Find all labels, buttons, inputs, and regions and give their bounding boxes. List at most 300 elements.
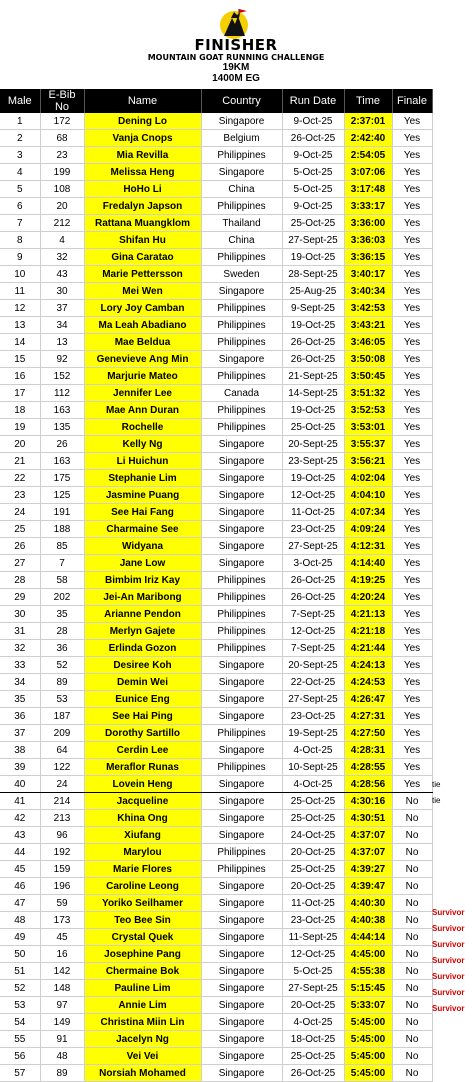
cell-bib: 112 (40, 385, 84, 402)
cell-time: 3:53:01 (344, 419, 392, 436)
column-header-run-date: Run Date (282, 89, 344, 113)
cell-name: Marylou (84, 844, 201, 861)
cell-time: 4:21:13 (344, 606, 392, 623)
cell-time: 5:15:45 (344, 980, 392, 997)
cell-name: Shifan Hu (84, 232, 201, 249)
cell-country: Singapore (201, 436, 282, 453)
row-note: Survivor (432, 908, 465, 917)
cell-country: Philippines (201, 725, 282, 742)
cell-bib: 35 (40, 606, 84, 623)
cell-name: Melissa Heng (84, 164, 201, 181)
cell-name: Marie Pettersson (84, 266, 201, 283)
cell-bib: 152 (40, 368, 84, 385)
cell-run-date: 12-Oct-25 (282, 623, 344, 640)
cell-name: Mae Ann Duran (84, 402, 201, 419)
table-row (0, 674, 432, 691)
table-row (0, 589, 432, 606)
cell-name: Annie Lim (84, 997, 201, 1014)
cell-rank: 40 (0, 776, 40, 793)
table-row (0, 215, 432, 232)
table-row (0, 572, 432, 589)
cell-name: Lovein Heng (84, 776, 201, 793)
cell-finale: Yes (392, 368, 432, 385)
table-header-row (0, 89, 432, 113)
cell-name: Eunice Eng (84, 691, 201, 708)
cell-run-date: 19-Oct-25 (282, 402, 344, 419)
cell-country: Philippines (201, 861, 282, 878)
cell-name: Jennifer Lee (84, 385, 201, 402)
cell-name: Teo Bee Sin (84, 912, 201, 929)
cell-bib: 213 (40, 810, 84, 827)
table-row (0, 657, 432, 674)
cell-finale: Yes (392, 555, 432, 572)
cell-finale: No (392, 793, 432, 810)
cell-bib: 135 (40, 419, 84, 436)
cell-country: Canada (201, 385, 282, 402)
cell-rank: 41 (0, 793, 40, 810)
table-row (0, 198, 432, 215)
table-row (0, 538, 432, 555)
cell-bib: 45 (40, 929, 84, 946)
cell-rank: 18 (0, 402, 40, 419)
cell-bib: 108 (40, 181, 84, 198)
cell-bib: 20 (40, 198, 84, 215)
cell-name: Ma Leah Abadiano (84, 317, 201, 334)
cell-rank: 13 (0, 317, 40, 334)
cell-run-date: 26-Oct-25 (282, 334, 344, 351)
cell-time: 3:07:06 (344, 164, 392, 181)
cell-bib: 24 (40, 776, 84, 793)
cell-finale: Yes (392, 742, 432, 759)
cell-rank: 17 (0, 385, 40, 402)
cell-run-date: 3-Oct-25 (282, 555, 344, 572)
cell-run-date: 9-Sept-25 (282, 300, 344, 317)
cell-bib: 202 (40, 589, 84, 606)
cell-rank: 5 (0, 181, 40, 198)
cell-finale: Yes (392, 334, 432, 351)
cell-country: Singapore (201, 878, 282, 895)
cell-name: Mia Revilla (84, 147, 201, 164)
cell-finale: Yes (392, 164, 432, 181)
cell-time: 4:14:40 (344, 555, 392, 572)
cell-run-date: 23-Oct-25 (282, 912, 344, 929)
cell-run-date: 27-Sept-25 (282, 538, 344, 555)
cell-finale: Yes (392, 453, 432, 470)
table-row (0, 368, 432, 385)
cell-name: Pauline Lim (84, 980, 201, 997)
cell-time: 4:30:51 (344, 810, 392, 827)
cell-bib: 159 (40, 861, 84, 878)
cell-time: 2:37:01 (344, 113, 392, 130)
cell-name: Marie Flores (84, 861, 201, 878)
cell-country: Singapore (201, 793, 282, 810)
cell-rank: 49 (0, 929, 40, 946)
cell-country: Philippines (201, 317, 282, 334)
cell-rank: 47 (0, 895, 40, 912)
cell-run-date: 26-Oct-25 (282, 572, 344, 589)
cell-rank: 51 (0, 963, 40, 980)
cell-time: 4:39:47 (344, 878, 392, 895)
cell-name: Chermaine Bok (84, 963, 201, 980)
cell-name: HoHo Li (84, 181, 201, 198)
cell-bib: 43 (40, 266, 84, 283)
table-row (0, 895, 432, 912)
table-row (0, 1065, 432, 1082)
table-row (0, 453, 432, 470)
cell-time: 5:33:07 (344, 997, 392, 1014)
cell-name: Widyana (84, 538, 201, 555)
cell-name: Gina Caratao (84, 249, 201, 266)
cell-bib: 30 (40, 283, 84, 300)
cell-time: 4:27:50 (344, 725, 392, 742)
cell-run-date: 11-Sept-25 (282, 929, 344, 946)
cell-country: Singapore (201, 1031, 282, 1048)
cell-finale: Yes (392, 266, 432, 283)
cell-name: Jane Low (84, 555, 201, 572)
cell-name: Rattana Muangklom (84, 215, 201, 232)
table-row (0, 963, 432, 980)
cell-bib: 196 (40, 878, 84, 895)
cell-bib: 192 (40, 844, 84, 861)
page-header (0, 0, 472, 88)
cell-run-date: 20-Sept-25 (282, 436, 344, 453)
cell-country: Singapore (201, 776, 282, 793)
cell-rank: 32 (0, 640, 40, 657)
cell-finale: Yes (392, 657, 432, 674)
cell-bib: 187 (40, 708, 84, 725)
cell-time: 4:20:24 (344, 589, 392, 606)
cell-country: Singapore (201, 164, 282, 181)
cell-bib: 172 (40, 113, 84, 130)
cell-rank: 50 (0, 946, 40, 963)
row-note: Survivor (432, 972, 465, 981)
cell-finale: Yes (392, 385, 432, 402)
cell-run-date: 10-Sept-25 (282, 759, 344, 776)
cell-time: 3:51:32 (344, 385, 392, 402)
cell-rank: 10 (0, 266, 40, 283)
column-header-country: Country (201, 89, 282, 113)
cell-run-date: 21-Sept-25 (282, 368, 344, 385)
cell-country: Philippines (201, 300, 282, 317)
cell-rank: 4 (0, 164, 40, 181)
cell-run-date: 19-Oct-25 (282, 249, 344, 266)
cell-rank: 45 (0, 861, 40, 878)
cell-time: 4:39:27 (344, 861, 392, 878)
cell-rank: 53 (0, 997, 40, 1014)
table-row (0, 521, 432, 538)
cell-bib: 125 (40, 487, 84, 504)
table-row (0, 130, 432, 147)
table-row (0, 691, 432, 708)
cell-run-date: 26-Oct-25 (282, 1065, 344, 1082)
cell-time: 3:33:17 (344, 198, 392, 215)
cell-name: Jei-An Maribong (84, 589, 201, 606)
cell-bib: 191 (40, 504, 84, 521)
cell-rank: 33 (0, 657, 40, 674)
cell-time: 4:28:31 (344, 742, 392, 759)
cell-run-date: 28-Sept-25 (282, 266, 344, 283)
cell-time: 4:21:44 (344, 640, 392, 657)
results-body (0, 113, 432, 1082)
table-row (0, 606, 432, 623)
cell-country: Philippines (201, 147, 282, 164)
cell-run-date: 20-Oct-25 (282, 844, 344, 861)
cell-name: Kelly Ng (84, 436, 201, 453)
cell-name: Fredalyn Japson (84, 198, 201, 215)
cell-country: Singapore (201, 521, 282, 538)
cell-country: Singapore (201, 487, 282, 504)
cell-time: 4:19:25 (344, 572, 392, 589)
cell-run-date: 12-Oct-25 (282, 487, 344, 504)
cell-rank: 16 (0, 368, 40, 385)
cell-finale: Yes (392, 504, 432, 521)
cell-bib: 92 (40, 351, 84, 368)
cell-country: Singapore (201, 470, 282, 487)
cell-finale: No (392, 878, 432, 895)
cell-rank: 3 (0, 147, 40, 164)
table-row (0, 776, 432, 793)
cell-rank: 38 (0, 742, 40, 759)
cell-name: Jasmine Puang (84, 487, 201, 504)
cell-name: Lory Joy Camban (84, 300, 201, 317)
row-note: tie (432, 780, 441, 789)
table-row (0, 555, 432, 572)
cell-country: Singapore (201, 946, 282, 963)
cell-country: Singapore (201, 691, 282, 708)
cell-country: Philippines (201, 589, 282, 606)
cell-run-date: 23-Oct-25 (282, 521, 344, 538)
table-row (0, 266, 432, 283)
cell-time: 4:26:47 (344, 691, 392, 708)
cell-run-date: 25-Aug-25 (282, 283, 344, 300)
cell-country: Philippines (201, 368, 282, 385)
cell-country: Philippines (201, 640, 282, 657)
cell-country: Philippines (201, 402, 282, 419)
table-row (0, 980, 432, 997)
row-note: Survivor (432, 940, 465, 949)
distance-label: 19KM (222, 62, 250, 73)
cell-bib: 52 (40, 657, 84, 674)
cell-country: Singapore (201, 742, 282, 759)
cell-run-date: 11-Oct-25 (282, 504, 344, 521)
cell-country: Singapore (201, 708, 282, 725)
cell-name: Charmaine See (84, 521, 201, 538)
elevation-label: 1400M EG (212, 73, 260, 84)
cell-name: Erlinda Gozon (84, 640, 201, 657)
cell-rank: 21 (0, 453, 40, 470)
results-table (0, 89, 433, 1082)
cell-bib: 7 (40, 555, 84, 572)
table-row (0, 1014, 432, 1031)
cell-time: 4:04:10 (344, 487, 392, 504)
cell-name: Mei Wen (84, 283, 201, 300)
table-row (0, 147, 432, 164)
cell-rank: 48 (0, 912, 40, 929)
cell-finale: Yes (392, 759, 432, 776)
cell-finale: Yes (392, 606, 432, 623)
cell-time: 4:40:38 (344, 912, 392, 929)
cell-run-date: 24-Oct-25 (282, 827, 344, 844)
cell-rank: 9 (0, 249, 40, 266)
table-row (0, 997, 432, 1014)
cell-rank: 20 (0, 436, 40, 453)
table-row (0, 164, 432, 181)
cell-finale: No (392, 1048, 432, 1065)
cell-time: 3:46:05 (344, 334, 392, 351)
table-row (0, 912, 432, 929)
cell-time: 3:55:37 (344, 436, 392, 453)
cell-finale: No (392, 861, 432, 878)
cell-time: 2:54:05 (344, 147, 392, 164)
cell-bib: 28 (40, 623, 84, 640)
cell-finale: No (392, 946, 432, 963)
cell-finale: Yes (392, 351, 432, 368)
table-row (0, 810, 432, 827)
cell-bib: 89 (40, 1065, 84, 1082)
cell-time: 3:17:48 (344, 181, 392, 198)
table-row (0, 283, 432, 300)
cell-name: Jacelyn Ng (84, 1031, 201, 1048)
cell-rank: 6 (0, 198, 40, 215)
row-note: Survivor (432, 1004, 465, 1013)
cell-run-date: 20-Oct-25 (282, 878, 344, 895)
cell-run-date: 25-Oct-25 (282, 793, 344, 810)
cell-run-date: 9-Oct-25 (282, 113, 344, 130)
table-row (0, 946, 432, 963)
cell-bib: 13 (40, 334, 84, 351)
cell-bib: 199 (40, 164, 84, 181)
cell-run-date: 20-Oct-25 (282, 997, 344, 1014)
cell-name: Jacqueline (84, 793, 201, 810)
table-row (0, 300, 432, 317)
cell-name: Khina Ong (84, 810, 201, 827)
column-header-time: Time (344, 89, 392, 113)
cell-name: Arianne Pendon (84, 606, 201, 623)
cell-finale: Yes (392, 402, 432, 419)
table-row (0, 878, 432, 895)
cell-bib: 142 (40, 963, 84, 980)
cell-run-date: 12-Oct-25 (282, 946, 344, 963)
table-row (0, 402, 432, 419)
table-row (0, 232, 432, 249)
cell-country: Singapore (201, 963, 282, 980)
cell-finale: Yes (392, 436, 432, 453)
cell-time: 2:42:40 (344, 130, 392, 147)
cell-run-date: 19-Oct-25 (282, 470, 344, 487)
cell-time: 4:55:38 (344, 963, 392, 980)
cell-run-date: 27-Sept-25 (282, 232, 344, 249)
cell-rank: 39 (0, 759, 40, 776)
table-row (0, 844, 432, 861)
cell-finale: Yes (392, 147, 432, 164)
cell-country: Philippines (201, 419, 282, 436)
table-row (0, 385, 432, 402)
cell-bib: 91 (40, 1031, 84, 1048)
cell-country: Philippines (201, 572, 282, 589)
cell-country: Singapore (201, 827, 282, 844)
cell-name: Christina Miin Lin (84, 1014, 201, 1031)
cell-finale: Yes (392, 113, 432, 130)
cell-finale: No (392, 810, 432, 827)
cell-rank: 30 (0, 606, 40, 623)
cell-bib: 163 (40, 402, 84, 419)
cell-name: Demin Wei (84, 674, 201, 691)
cell-time: 3:50:08 (344, 351, 392, 368)
cell-time: 4:24:13 (344, 657, 392, 674)
cell-time: 3:52:53 (344, 402, 392, 419)
cell-run-date: 25-Oct-25 (282, 419, 344, 436)
cell-finale: Yes (392, 487, 432, 504)
cell-country: Philippines (201, 623, 282, 640)
cell-time: 3:40:34 (344, 283, 392, 300)
cell-run-date: 22-Oct-25 (282, 674, 344, 691)
cell-rank: 56 (0, 1048, 40, 1065)
table-row (0, 759, 432, 776)
cell-country: Singapore (201, 113, 282, 130)
cell-bib: 85 (40, 538, 84, 555)
cell-time: 4:30:16 (344, 793, 392, 810)
cell-bib: 89 (40, 674, 84, 691)
cell-rank: 31 (0, 623, 40, 640)
cell-time: 4:44:14 (344, 929, 392, 946)
cell-run-date: 5-Oct-25 (282, 181, 344, 198)
cell-rank: 34 (0, 674, 40, 691)
cell-rank: 8 (0, 232, 40, 249)
column-header-ebib: E-Bib No (40, 89, 84, 113)
cell-rank: 12 (0, 300, 40, 317)
cell-country: Singapore (201, 912, 282, 929)
cell-run-date: 23-Sept-25 (282, 453, 344, 470)
cell-rank: 11 (0, 283, 40, 300)
cell-bib: 188 (40, 521, 84, 538)
cell-run-date: 4-Oct-25 (282, 742, 344, 759)
cell-name: Xiufang (84, 827, 201, 844)
cell-time: 3:50:45 (344, 368, 392, 385)
cell-name: Rochelle (84, 419, 201, 436)
row-note: tie (432, 796, 441, 805)
cell-country: Singapore (201, 1065, 282, 1082)
cell-finale: No (392, 895, 432, 912)
cell-finale: Yes (392, 249, 432, 266)
cell-name: Crystal Quek (84, 929, 201, 946)
cell-run-date: 27-Sept-25 (282, 980, 344, 997)
cell-name: Yoriko Seilhamer (84, 895, 201, 912)
cell-time: 4:07:34 (344, 504, 392, 521)
cell-country: Sweden (201, 266, 282, 283)
cell-country: China (201, 232, 282, 249)
cell-country: Singapore (201, 810, 282, 827)
cell-name: Merlyn Gajete (84, 623, 201, 640)
finisher-title: FINISHER (194, 36, 278, 54)
table-row (0, 793, 432, 810)
cell-finale: No (392, 912, 432, 929)
cell-finale: Yes (392, 725, 432, 742)
cell-finale: Yes (392, 300, 432, 317)
table-row (0, 742, 432, 759)
cell-country: Philippines (201, 249, 282, 266)
cell-country: Singapore (201, 1014, 282, 1031)
cell-finale: Yes (392, 589, 432, 606)
cell-finale: No (392, 1065, 432, 1082)
cell-time: 4:37:07 (344, 827, 392, 844)
cell-finale: Yes (392, 198, 432, 215)
cell-name: Genevieve Ang Min (84, 351, 201, 368)
cell-finale: Yes (392, 640, 432, 657)
cell-rank: 29 (0, 589, 40, 606)
cell-country: Singapore (201, 657, 282, 674)
column-header-finale: Finale (392, 89, 432, 113)
cell-country: Philippines (201, 844, 282, 861)
